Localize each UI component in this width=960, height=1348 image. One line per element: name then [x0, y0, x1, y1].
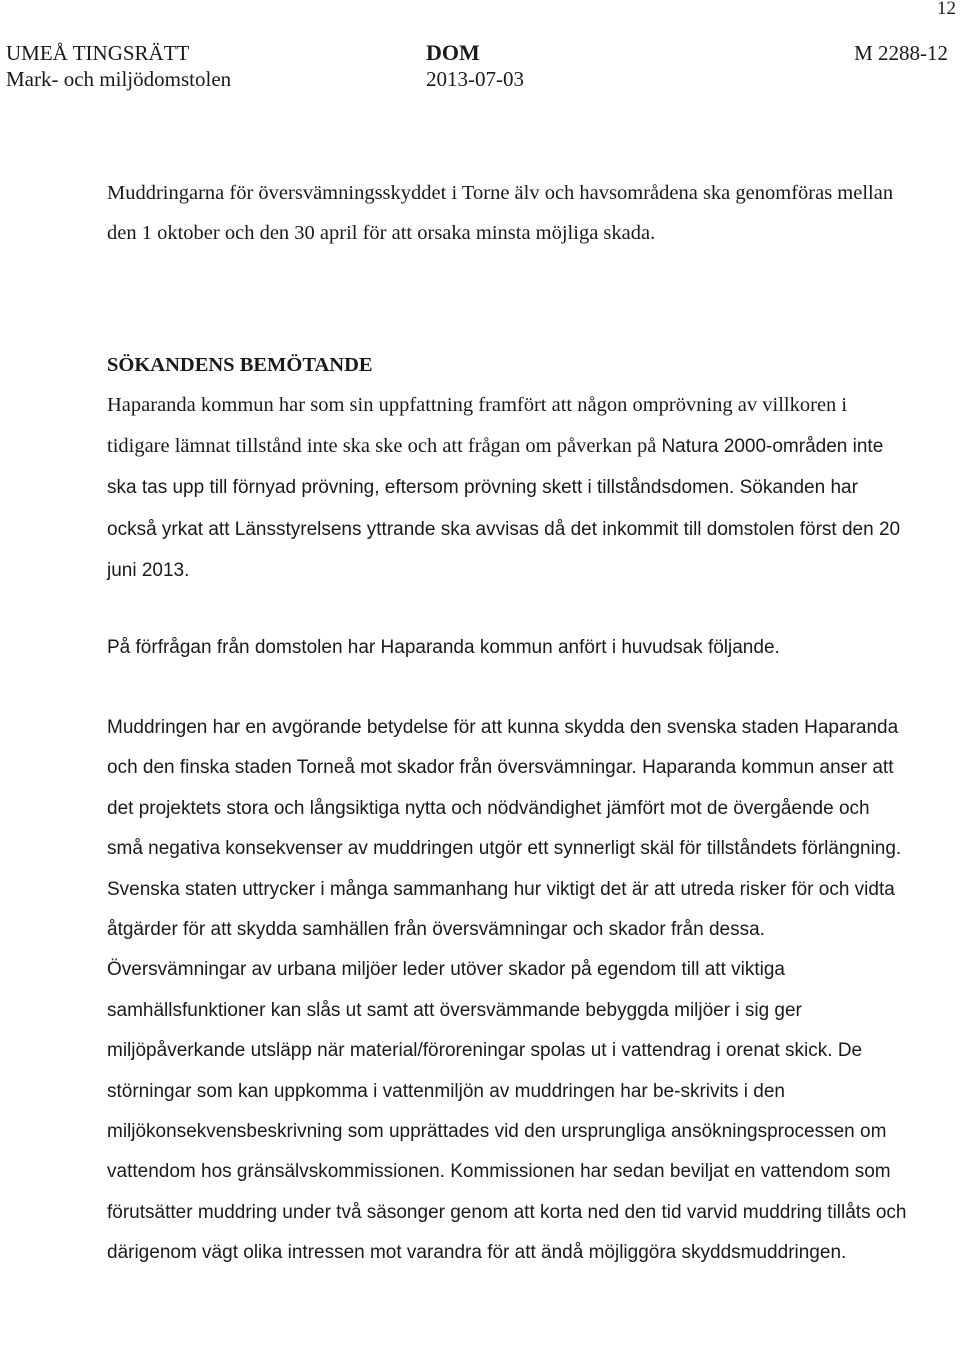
bemotande-text-serif: Haparanda kommun har som sin uppfattning framfört att någon omprövning av villkoren i tidigare lämnat tillstånd inte ska ske och att frågan om påverkan på	[107, 394, 848, 457]
intro-paragraph: Muddringarna för översvämningsskyddet i Torne älv och havsområdena ska genomföras mellan den 1 oktober och den 30 april för att orsaka minsta möjliga skada.	[107, 182, 894, 245]
request-section	[107, 628, 907, 668]
court-division: Mark- och miljödomstolen	[6, 67, 232, 91]
main-paragraph: Muddringen har en avgörande betydelse för att kunna skydda den svenska staden Haparanda och den finska staden Torneå mot skador från översvämningar. Haparanda kommun anser att det projektets stora och långsiktiga nytta och nödvändighet jämfört mot de övergående och små negativa konsekvenser av muddringen utgör ett synnerligt skäl för tillståndets förlängning. Svenska staten uttrycker i många sammanhang hur viktigt det är att utreda risker för och vidta åtgärder för att skydda samhällen från översvämningar och skador från dessa. Översvämningar av urbana miljöer leder utöver skador på egendom till att viktiga samhällsfunktioner kan slås ut samt att översvämmande bebyggda miljöer i sig ger miljöpåverkande utsläpp när material/föroreningar spolas ut i vattendrag i orenat skick. De störningar som kan uppkomma i vattenmiljön av muddringen har be-skrivits i den miljökonsekvensbeskrivning som upprättades vid den ursprungliga ansökningsprocessen om vattendom hos gränsälvskommissionen. Kommissionen har sedan beviljat en vattendom som förutsätter muddring under två säsonger genom att korta ned den tid varvid muddring tillåts och därigenom vägt olika intressen mot varandra för att ändå möjliggöra skyddsmuddringen.	[107, 717, 907, 1264]
page-number: 12	[937, 0, 956, 19]
bemotande-paragraph	[107, 385, 907, 591]
document-type-info	[426, 40, 524, 92]
bemotande-text-sans: Natura 2000-områden inte ska tas upp till förnyad prövning, eftersom prövning skett i tillståndsdomen. Sökanden har också yrkat att Länsstyrelsens yttrande ska avvisas då det inkommit till domstolen först den 20 juni 2013.	[107, 435, 901, 582]
section-heading: SÖKANDENS BEMÖTANDE	[107, 354, 373, 376]
intro-section	[107, 173, 907, 254]
court-name: UMEÅ TINGSRÄTT	[6, 41, 190, 65]
court-info	[6, 40, 231, 92]
bemotande-section	[107, 345, 907, 591]
document-type: DOM	[426, 40, 480, 65]
document-date: 2013-07-03	[426, 67, 524, 91]
case-number: M 2288-12	[854, 41, 948, 65]
document-header	[6, 40, 948, 100]
main-section	[107, 708, 907, 1274]
request-paragraph: På förfrågan från domstolen har Haparanda kommun anfört i huvudsak följande.	[107, 637, 780, 658]
